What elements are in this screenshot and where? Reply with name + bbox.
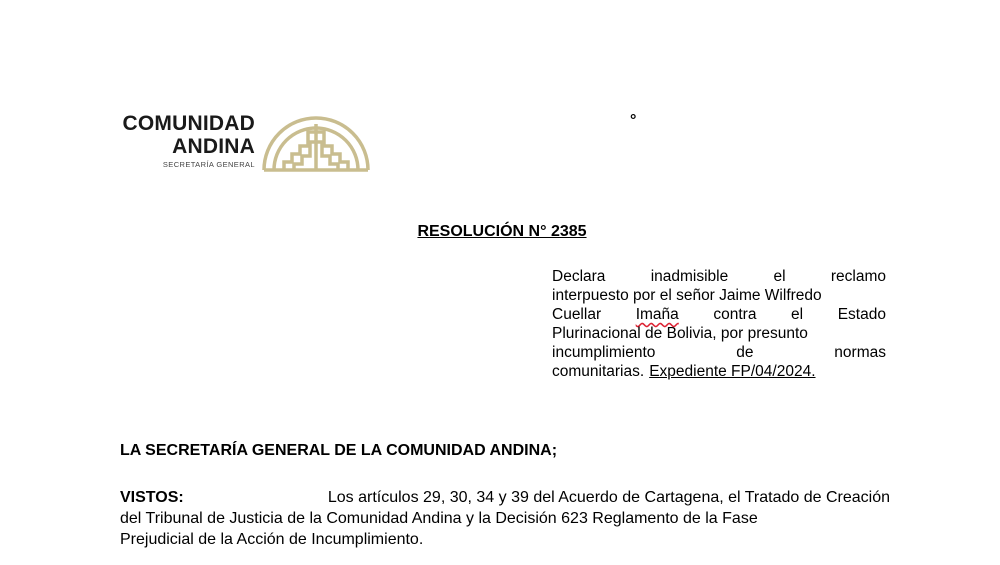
summary-line-1 — [552, 267, 886, 286]
summary-line-6 — [552, 362, 886, 381]
resolution-title-text: RESOLUCIÓN N° 2385 — [417, 223, 587, 240]
summary-word: el — [773, 268, 786, 285]
summary-word: inadmisible — [650, 268, 729, 285]
vistos-text-2: del Tribunal de Justicia de la Comunidad Andina y la Decisión 623 Reglamento de la Fase — [120, 510, 758, 527]
logo-line1: COMUNIDAD — [122, 112, 255, 135]
summary-word: de — [736, 344, 754, 361]
secretariat-heading: LA SECRETARÍA GENERAL DE LA COMUNIDAD ANDINA; — [120, 442, 558, 459]
spellcheck-word: Imaña — [635, 306, 679, 323]
logo-line2: ANDINA — [172, 135, 255, 158]
logo-text — [112, 112, 255, 169]
summary-word: normas — [834, 344, 886, 361]
summary-text: Plurinacional de Bolivia, por presunto — [552, 325, 808, 342]
vistos-text-3: Prejudicial de la Acción de Incumplimiento. — [120, 531, 424, 548]
summary-text: interpuesto por el señor Jaime Wilfredo — [552, 287, 822, 304]
logo-line3: SECRETARÍA GENERAL — [162, 160, 255, 169]
resolution-summary — [552, 267, 886, 381]
vistos-label: VISTOS: — [120, 489, 184, 506]
summary-word: incumplimiento — [552, 344, 656, 361]
summary-text: comunitarias. — [552, 363, 645, 380]
summary-line-4 — [552, 324, 886, 343]
vistos-line-2 — [120, 508, 890, 529]
summary-word: el — [791, 306, 804, 323]
vistos-text-1: Los artículos 29, 30, 34 y 39 del Acuerdo de Cartagena, el Tratado de Creación — [327, 489, 890, 506]
summary-line-2 — [552, 286, 886, 305]
summary-line-5 — [552, 343, 886, 362]
vistos-paragraph — [120, 487, 890, 550]
andean-emblem-icon — [260, 112, 372, 172]
case-file-reference: Expediente FP/04/2024. — [649, 363, 816, 380]
resolution-title — [0, 222, 1000, 242]
vistos-line-1 — [120, 487, 890, 508]
summary-word: Declara — [552, 268, 606, 285]
summary-word: Estado — [837, 306, 886, 323]
summary-line-3 — [552, 305, 886, 324]
vistos-line-3 — [120, 529, 890, 550]
summary-word: Cuellar — [552, 306, 602, 323]
header-mark: ° — [630, 112, 637, 129]
summary-word: contra — [713, 306, 757, 323]
comunidad-andina-logo — [112, 112, 372, 174]
summary-word: reclamo — [830, 268, 886, 285]
